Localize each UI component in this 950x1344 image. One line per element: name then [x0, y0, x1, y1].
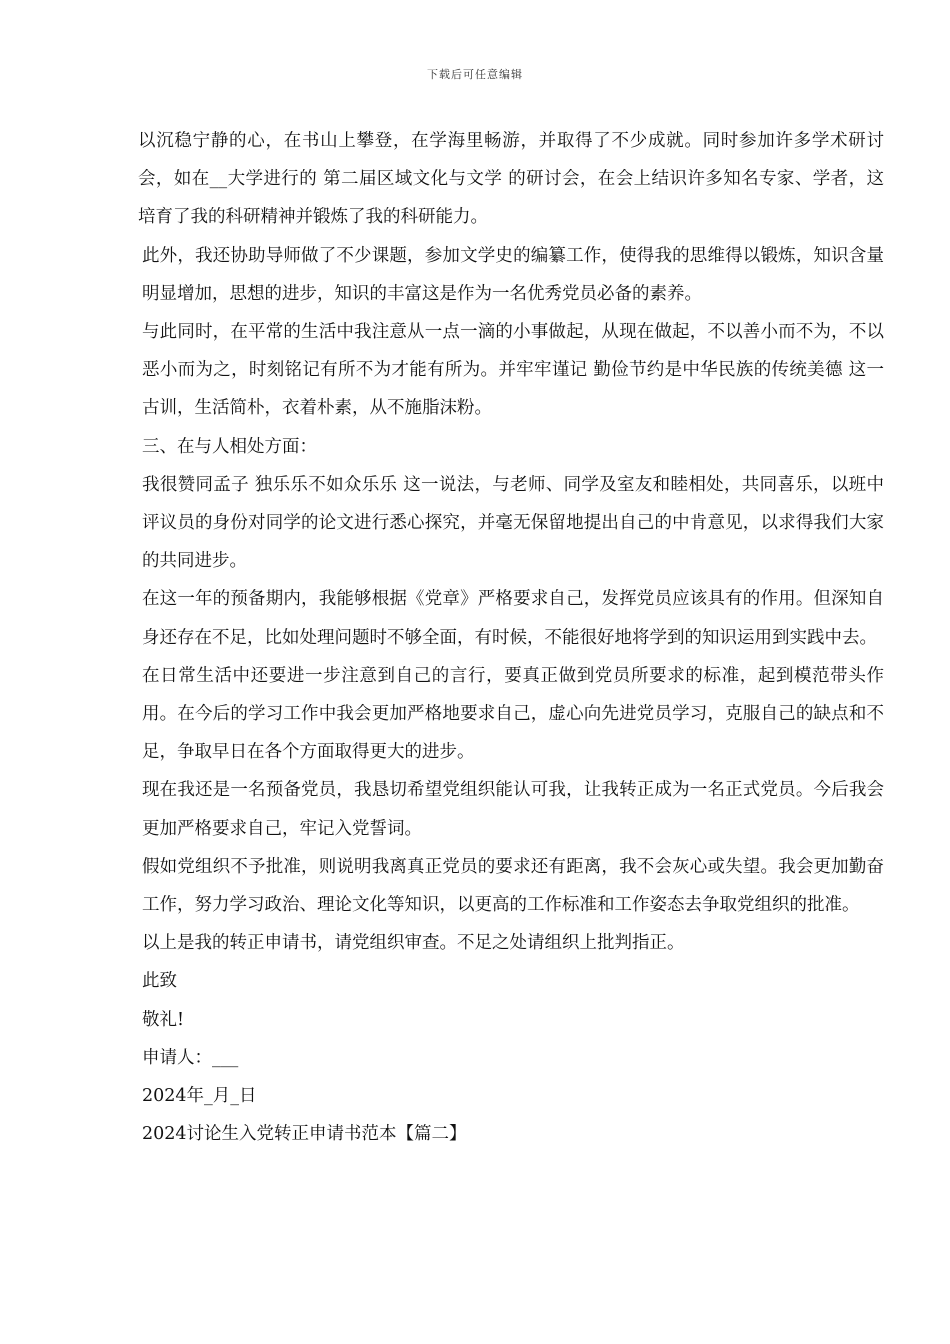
paragraph-request: 现在我还是一名预备党员，我恳切希望党组织能认可我，让我转正成为一名正式党员。今后我会更加严格要求自己，牢记入党誓词。: [142, 780, 884, 839]
page-header: 下载后可任意编辑: [427, 68, 523, 81]
closing-salutation: 此致: [142, 971, 177, 992]
document-body: [138, 122, 884, 1153]
closing-regards: 敬礼!: [142, 1009, 185, 1030]
paragraph-relations: 我很赞同孟子 独乐乐不如众乐乐 这一说法，与老师、同学及室友和睦相处，共同喜乐，以班中评议员的身份对同学的论文进行悉心探究，并毫无保留地提出自己的中肯意见，以求得我们大家的共同进步。: [142, 474, 884, 572]
paragraph-probation: 在这一年的预备期内，我能够根据《党章》严格要求自己，发挥党员应该具有的作用。但深知自身还存在不足，比如处理问题时不够全面，有时候，不能很好地将学到的知识运用到实践中去。: [142, 589, 884, 648]
paragraph-conduct: 在日常生活中还要进一步注意到自己的言行，要真正做到党员所要求的标准，起到模范带头作用。在今后的学习工作中我会更加严格地要求自己，虚心向先进党员学习，克服自己的缺点和不足，争取早日在各个方面取得更大的进步。: [142, 665, 884, 763]
paragraph-if-rejected: 假如党组织不予批准，则说明我离真正党员的要求还有距离，我不会灰心或失望。我会更加勤奋工作，努力学习政治、理论文化等知识，以更高的工作标准和工作姿态去争取党组织的批准。: [142, 856, 884, 916]
section-heading-relations: 三、在与人相处方面：: [142, 436, 317, 457]
paragraph-conclusion: 以上是我的转正申请书，请党组织审查。不足之处请组织上批判指正。: [142, 933, 685, 954]
paragraph-daily-life: 与此同时，在平常的生活中我注意从一点一滴的小事做起，从现在做起，不以善小而不为，不以恶小而为之，时刻铭记有所不为才能有所为。并牢牢谨记 勤俭节约是中华民族的传统美德 这一古训，生活简朴，衣着朴素，从不施脂沫粉。: [142, 322, 884, 419]
next-section-title: 2024讨论生入党转正申请书范本【篇二】: [142, 1124, 467, 1145]
date-line: 2024年_月_日: [142, 1086, 257, 1107]
applicant-line: 申请人：___: [142, 1047, 239, 1068]
paragraph-research: 以沉稳宁静的心，在书山上攀登，在学海里畅游，并取得了不少成就。同时参加许多学术研讨会，如在__大学进行的 第二届区域文化与文学 的研讨会，在会上结识许多知名专家、学者，这培育了我的科研精神并锻炼了我的科研能力。: [138, 131, 884, 228]
paragraph-assist-advisor: 此外，我还协助导师做了不少课题，参加文学史的编纂工作，使得我的思维得以锻炼，知识含量明显增加，思想的进步，知识的丰富这是作为一名优秀党员必备的素养。: [142, 245, 884, 304]
